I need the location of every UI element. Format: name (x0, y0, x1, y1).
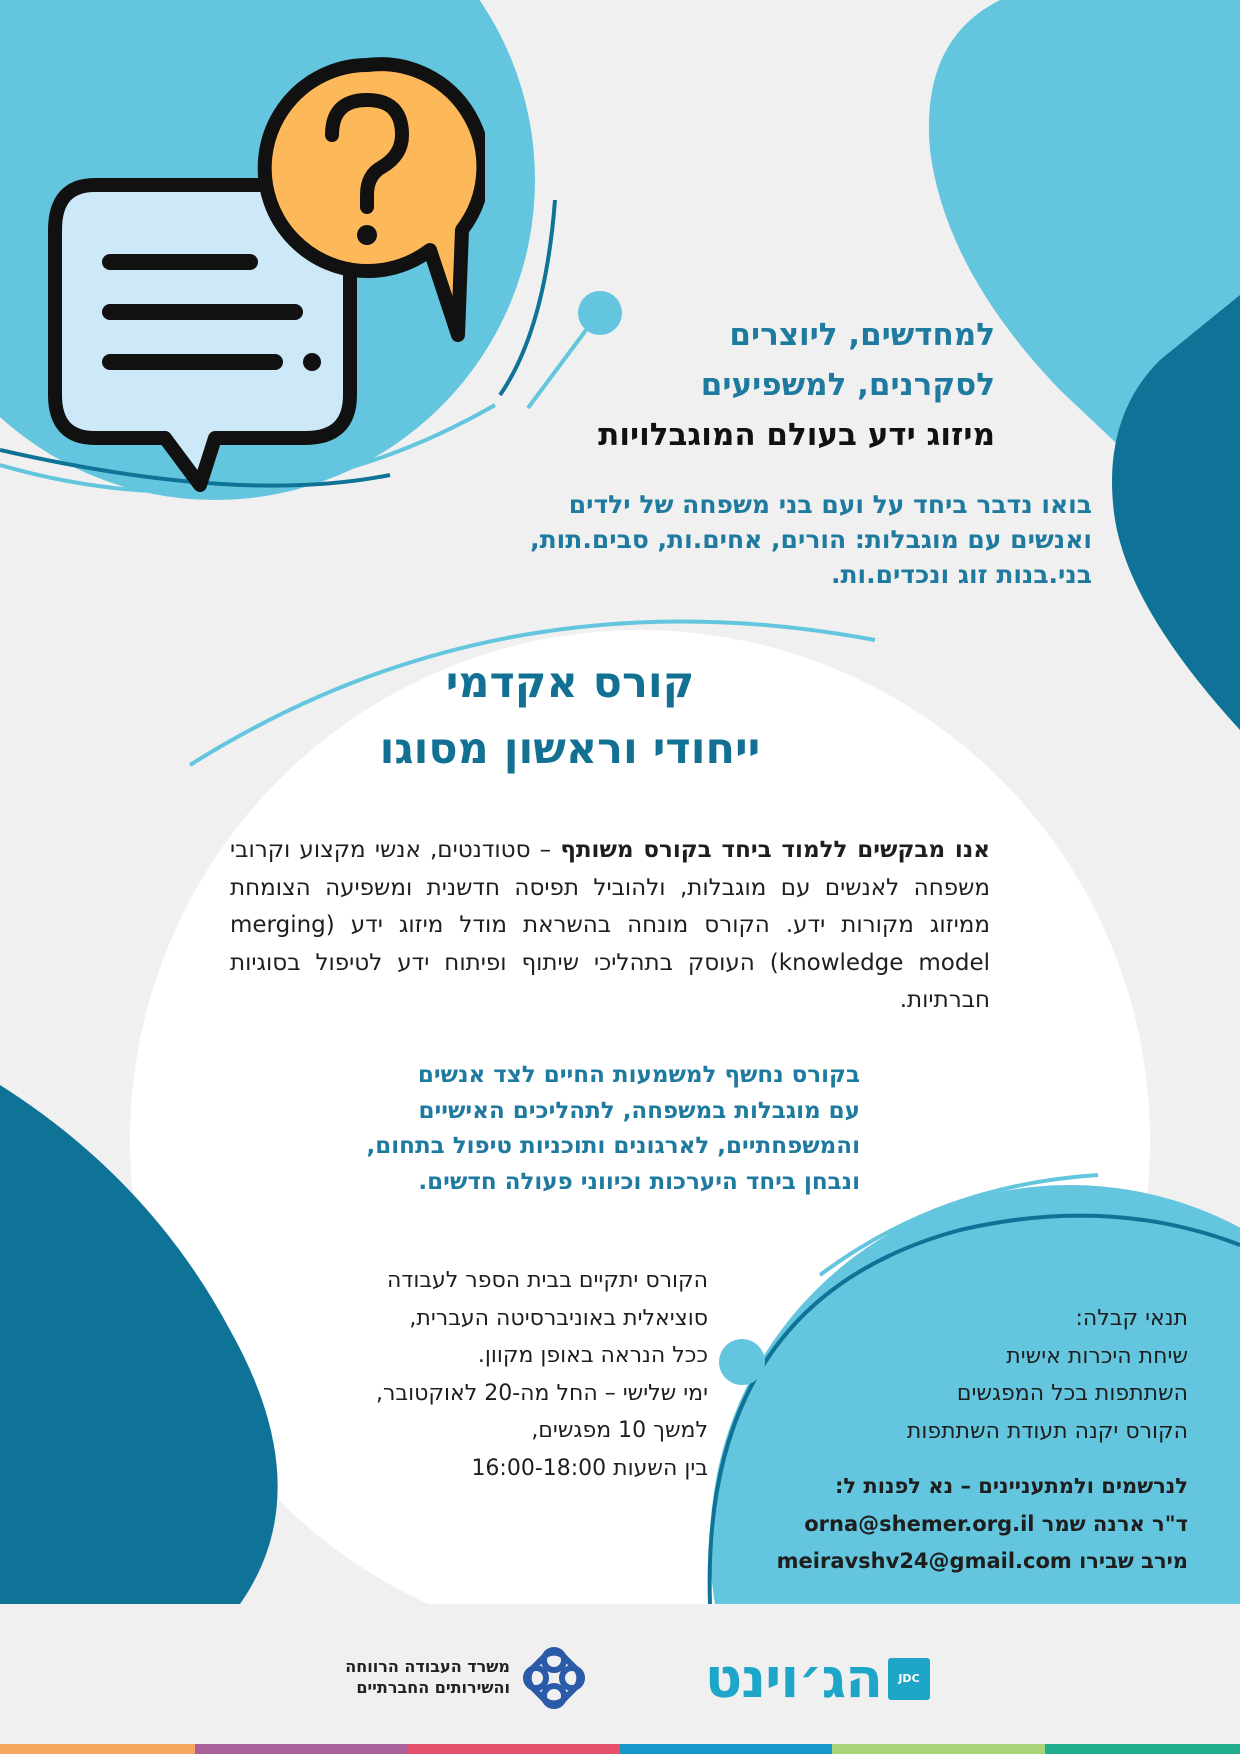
terms-heading: תנאי קבלה: (1075, 1306, 1188, 1331)
description-lead: אנו מבקשים ללמוד ביחד בקורס משותף (560, 837, 990, 863)
ministry-knot-icon (522, 1646, 586, 1710)
description-body: – סטודנטים, אנשי מקצוע וקרובי משפחה לאנשים עם מוגבלות, ולהוביל תפיסה חדשנית ומשפיעה הצומחת ממיזוג מקורות ידע. הקורס מונחה בהשראת מודל מיזוג ידע (merging knowledge model) העוסק בתהליכי שיתוף ופיתוח ידע לטיפול בסוגיות חברתיות. (230, 837, 990, 1013)
contacts (668, 1468, 1188, 1581)
highlight-line-2: עם מוגבלות במשפחה, לתהליכים האישיים (418, 1097, 860, 1124)
contact-1-email[interactable]: orna@shemer.org.il (804, 1511, 1035, 1536)
course-details (228, 1262, 708, 1487)
stripe-purple (195, 1744, 407, 1754)
details-line-2: סוציאלית באוניברסיטה העברית, (409, 1305, 708, 1331)
ministry-line-1: משרד העבודה הרווחה (345, 1657, 510, 1676)
intro-line-1: בואו נדבר ביחד על ועם בני משפחה של ילדים (568, 490, 1092, 519)
footer-band (0, 1604, 1240, 1754)
intro-line-2: ואנשים עם מוגבלות: הורים, אחים.ות, סבים.תות, (530, 525, 1092, 554)
course-highlight (300, 1058, 860, 1200)
jdc-logo (690, 1646, 930, 1712)
tagline-line-3: מיזוג ידע בעולם המוגבלויות (598, 417, 995, 453)
stripe-red (407, 1744, 620, 1754)
course-title-line-2: ייחודי וראשון מסוגו (379, 724, 761, 774)
admission-terms (788, 1300, 1188, 1450)
contacts-heading: לנרשמים ולמתעניינים – נא לפנות ל: (835, 1474, 1188, 1498)
contact-2-name: מירב שבירו (1079, 1549, 1188, 1573)
details-line-6: בין השעות 16:00-18:00 (471, 1455, 708, 1481)
details-line-5: למשך 10 מפגשים, (531, 1418, 708, 1443)
contact-2 (668, 1543, 1188, 1581)
intro-text (372, 487, 1092, 592)
details-line-3: ככל הנראה באופן מקוון. (477, 1343, 708, 1368)
stripe-teal (1045, 1744, 1240, 1754)
ministry-line-2: והשירותים החברתיים (356, 1678, 510, 1697)
ministry-name (280, 1656, 510, 1698)
jdc-logo-text: הג׳וינט (704, 1646, 882, 1710)
stripe-blue (620, 1744, 832, 1754)
highlight-line-3: והמשפחתיים, לארגונים ותוכניות טיפול בתחום, (366, 1133, 860, 1159)
hero-tagline (435, 310, 995, 460)
course-title-line-1: קורס אקדמי (445, 658, 695, 708)
jdc-menorah-icon: JDC (888, 1658, 930, 1700)
stripe-green (832, 1744, 1045, 1754)
contact-2-email[interactable]: meiravshv24@gmail.com (776, 1549, 1072, 1573)
intro-line-3: בני.בנות זוג ונכדים.ות. (830, 560, 1092, 589)
terms-line-1: שיחת היכרות אישית (1006, 1343, 1188, 1369)
contact-1 (668, 1506, 1188, 1544)
highlight-line-4: ונבחן ביחד היערכות וכיווני פעולה חדשים. (418, 1168, 860, 1195)
terms-line-3: הקורס יקנה תעודת השתתפות (906, 1418, 1188, 1444)
details-line-1: הקורס יתקיים בבית הספר לעבודה (386, 1268, 708, 1293)
contact-1-name: ד"ר ארנה שמר (1041, 1511, 1188, 1536)
details-line-4: ימי שלישי – החל מה-20 לאוקטובר, (376, 1380, 708, 1406)
terms-line-2: השתתפות בכל המפגשים (956, 1381, 1188, 1406)
stripe-orange (0, 1744, 195, 1754)
highlight-line-1: בקורס נחשף למשמעות החיים לצד אנשים (417, 1062, 860, 1088)
bottom-right-dot (719, 1339, 765, 1385)
tagline-line-1: למחדשים, ליוצרים (729, 317, 995, 353)
question-speech-bubble-icon (250, 55, 485, 345)
tagline-line-2: לסקרנים, למשפיעים (700, 367, 995, 403)
course-title (300, 650, 840, 782)
course-description (230, 832, 990, 1020)
